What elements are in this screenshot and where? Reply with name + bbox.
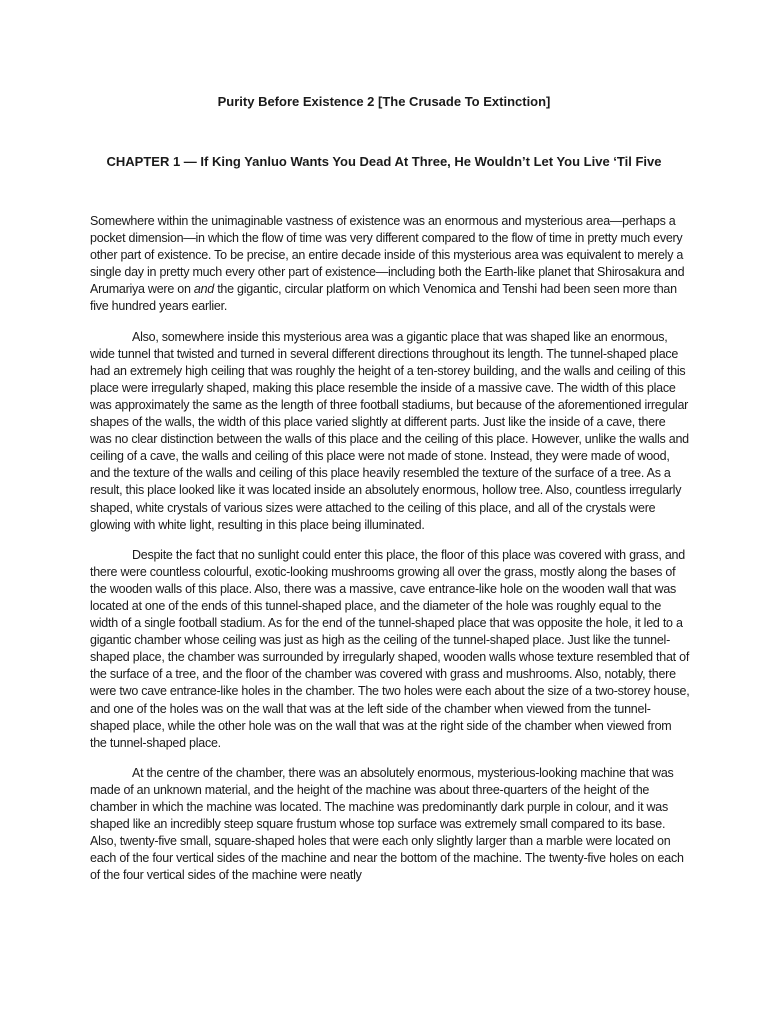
paragraph-2: Also, somewhere inside this mysterious area was a gigantic place that was shaped like an enormous, wide tunnel that twisted and turned in several different directions throughout its length. The tunnel-shaped place had an extremely high ceiling that was roughly the height of a ten-storey building, and the walls and ceiling of this place were irregularly shaped, making this place resemble the inside of a massive cave. The width of this place was approximately the same as the length of three football stadiums, but because of the aforementioned irregular shapes of the walls, the width of this place varied slightly at different parts. Just like the inside of a cave, there was no clear distinction between the walls of this place and the ceiling of this place. However, unlike the walls and ceiling of a cave, the walls and ceiling of this place were not made of stone. Instead, they were made of wood, and the texture of the walls and ceiling of this place heavily resembled the texture of the surface of a tree. As a result, this place looked like it was located inside an absolutely enormous, hollow tree. Also, countless irregularly shaped, white crystals of various sizes were attached to the ceiling of this place, and all of the crystals were glowing with white light, resulting in this place being illuminated.: [90, 329, 689, 532]
paragraph-1-emphasis: and: [193, 282, 214, 297]
paragraph-1-text-b: the gigantic, circular platform on which Venomica and Tenshi had been seen more than five hundred years earlier.: [90, 282, 677, 314]
paragraph-1-text-a: Somewhere within the unimaginable vastness of existence was an enormous and mysterious area—perhaps a pocket dimension—in which the flow of time was very different compared to the flow of time in pretty much every other part of existence. To be precise, an entire decade inside of this mysterious area was equivalent to merely a single day in pretty much every other part of existence—including both the Earth-like planet that Shirosakura and Arumariya were on: [90, 214, 685, 297]
paragraph-4: At the centre of the chamber, there was an absolutely enormous, mysterious-looking machine that was made of an unknown material, and the height of the machine was about three-quarters of the height of the chamber in which the machine was located. The machine was predominantly dark purple in colour, and it was shaped like an incredibly steep square frustum whose top surface was extremely small compared to its base. Also, twenty-five small, square-shaped holes that were each only slightly larger than a marble were located on each of the four vertical sides of the machine and near the bottom of the machine. The twenty-five holes on each of the four vertical sides of the machine were neatly: [90, 765, 684, 883]
chapter-body: [90, 213, 690, 897]
book-title: Purity Before Existence 2 [The Crusade To Extinction]: [217, 94, 551, 109]
paragraph-3: Despite the fact that no sunlight could enter this place, the floor of this place was covered with grass, and there were countless colourful, exotic-looking mushrooms growing all over the grass, mostly along the bases of the wooden walls of this place. Also, there was a massive, cave entrance-like hole on the wooden wall that was located at one of the ends of this tunnel-shaped place, and the diameter of the hole was roughly equal to the width of a single football stadium. As for the end of the tunnel-shaped place that was opposite the hole, it led to a gigantic chamber whose ceiling was just as high as the ceiling of the tunnel-shaped place. Just like the tunnel-shaped place, the chamber was surrounded by irregularly shaped, wooden walls whose texture resembled that of the surface of a tree, and the floor of the chamber was covered with grass and mushrooms. Also, notably, there were two cave entrance-like holes in the chamber. The two holes were each about the size of a two-storey house, and one of the holes was on the wall that was at the left side of the chamber when viewed from the tunnel-shaped place, while the other hole was on the wall that was at the right side of the chamber when viewed from the tunnel-shaped place.: [90, 547, 690, 750]
paragraph-1: [90, 213, 690, 316]
chapter-title: CHAPTER 1 — If King Yanluo Wants You Dead At Three, He Wouldn’t Let You Live ‘Til Five: [106, 154, 662, 169]
